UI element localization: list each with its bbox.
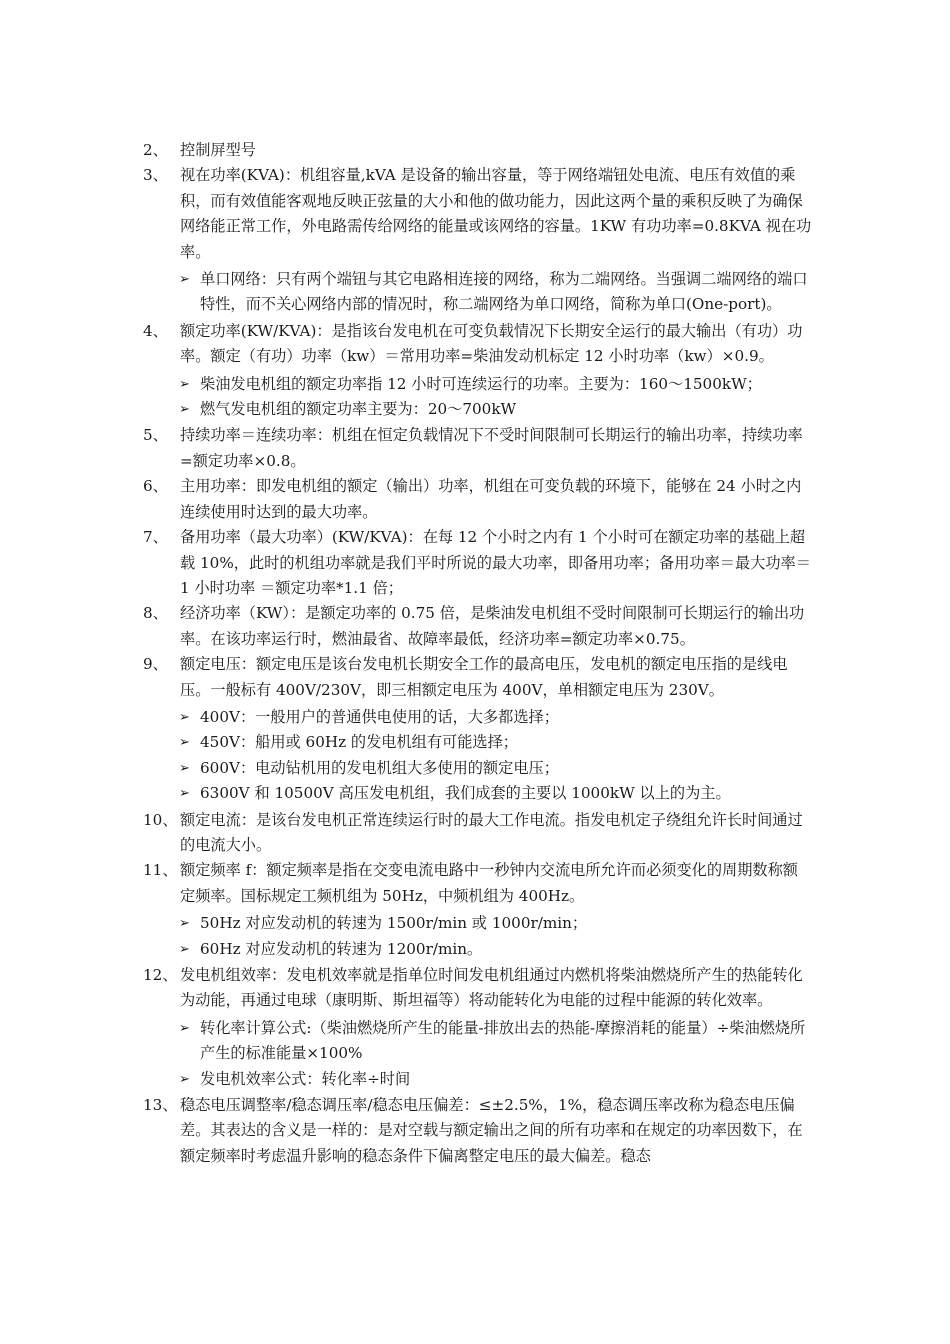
numbered-item [143, 423, 813, 474]
item-text: 发电机组效率：发电机效率就是指单位时间发电机组通过内燃机将柴油燃烧所产生的热能转化为动能，再通过电球（康明斯、斯坦福等）将动能转化为电能的过程中能源的转化效率。 [180, 966, 803, 1010]
item-text: 控制屏型号 [180, 141, 256, 159]
numbered-item [143, 525, 813, 601]
item-text: 备用功率（最大功率）(KW/KVA)：在每 12 个小时之内有 1 个小时可在额定功率的基础上超载 10%，此时的机组功率就是我们平时所说的最大功率，即备用功率；备用功率＝最大功率＝1 小时功率 ＝额定功率*1.1 倍； [180, 528, 811, 597]
bullet-item [143, 372, 813, 397]
numbered-item [143, 601, 813, 652]
item-number: 12、 [143, 966, 178, 984]
arrow-right-icon: ➢ [179, 760, 190, 776]
arrow-right-icon: ➢ [179, 376, 190, 392]
item-number: 6、 [143, 477, 168, 496]
numbered-item [143, 963, 813, 1014]
numbered-item [143, 858, 813, 909]
arrow-right-icon: ➢ [179, 402, 190, 418]
bullet-item [143, 911, 813, 936]
bullet-text: 柴油发电机组的额定功率指 12 小时可连续运行的功率。主要为：160～1500kW； [200, 374, 762, 393]
item-text: 持续功率＝连续功率：机组在恒定负载情况下不受时间限制可长期运行的输出功率，持续功率=额定功率×0.8。 [180, 426, 803, 470]
bullet-item [143, 937, 813, 962]
bullet-item [143, 781, 813, 806]
bullet-item [143, 756, 813, 781]
item-number: 8、 [143, 604, 168, 623]
numbered-item [143, 808, 813, 859]
bullet-text: 50Hz 对应发动机的转速为 1500r/min 或 1000r/min； [200, 914, 588, 933]
item-text: 额定电压：额定电压是该台发电机长期安全工作的最高电压，发电机的额定电压指的是线电压。一般标有 400V/230V，即三相额定电压为 400V，单相额定电压为 230V。 [180, 655, 788, 699]
bullet-text: 450V：船用或 60Hz 的发电机组有可能选择； [200, 733, 518, 752]
item-number: 3、 [143, 166, 168, 185]
item-number: 5、 [143, 426, 168, 445]
bullet-item [143, 397, 813, 422]
bullet-text: 燃气发电机组的额定功率主要为：20～700kW [200, 400, 517, 419]
arrow-right-icon: ➢ [179, 941, 190, 957]
bullet-list [143, 267, 813, 318]
item-number: 7、 [143, 528, 168, 547]
item-text: 额定功率(KW/KVA)：是指该台发电机在可变负载情况下长期安全运行的最大输出（有功）功率。额定（有功）功率（kw）＝常用功率=柴油发动机标定 12 小时功率（kw）×0.9。 [180, 321, 803, 366]
numbered-item [143, 163, 813, 265]
arrow-right-icon: ➢ [179, 709, 190, 725]
item-number: 9、 [143, 655, 168, 674]
item-number: 4、 [143, 321, 168, 340]
bullet-text: 600V：电动钻机用的发电机组大多使用的额定电压； [200, 758, 559, 777]
item-number: 2、 [143, 141, 168, 159]
bullet-list [143, 911, 813, 962]
bullet-list [143, 705, 813, 807]
item-text: 经济功率（KW）：是额定功率的 0.75 倍，是柴油发电机组不受时间限制可长期运行的输出功率。在该功率运行时，燃油最省、故障率最低，经济功率=额定功率×0.75。 [180, 604, 805, 648]
document-body [143, 138, 813, 1169]
item-number: 11、 [143, 861, 178, 880]
arrow-right-icon: ➢ [179, 272, 190, 288]
bullet-item [143, 705, 813, 730]
item-text: 主用功率：即发电机组的额定（输出）功率，机组在可变负载的环境下，能够在 24 小时之内连续使用时达到的最大功率。 [180, 477, 802, 521]
arrow-right-icon: ➢ [179, 916, 190, 932]
numbered-item [143, 1093, 813, 1169]
numbered-item [143, 319, 813, 370]
bullet-text: 单口网络：只有两个端钮与其它电路相连接的网络，称为二端网络。当强调二端网络的端口特性，而不关心网络内部的情况时，称二端网络为单口网络，简称为单口(One-port)。 [200, 270, 808, 314]
arrow-right-icon: ➢ [179, 786, 190, 802]
bullet-list [143, 372, 813, 423]
bullet-text: 转化率计算公式:（柴油燃烧所产生的能量-排放出去的热能-摩擦消耗的能量）÷柴油燃烧所产生的标准能量×100% [200, 1018, 806, 1063]
item-number: 10、 [143, 810, 178, 829]
bullet-item [143, 267, 813, 318]
arrow-right-icon: ➢ [179, 735, 190, 751]
bullet-text: 发电机效率公式：转化率÷时间 [200, 1069, 411, 1088]
bullet-text: 6300V 和 10500V 高压发电机组，我们成套的主要以 1000kW 以上的为主。 [200, 784, 731, 803]
numbered-item [143, 652, 813, 703]
bullet-item [143, 1016, 813, 1067]
item-text: 额定电流：是该台发电机正常连续运行时的最大工作电流。指发电机定子绕组允许长时间通过的电流大小。 [180, 810, 803, 854]
bullet-text: 60Hz 对应发动机的转速为 1200r/min。 [200, 939, 483, 958]
numbered-item [143, 138, 813, 163]
bullet-item [143, 730, 813, 755]
item-text: 稳态电压调整率/稳态调压率/稳态电压偏差：≤±2.5%，1%，稳态调压率改称为稳态电压偏差。其表达的含义是一样的：是对空载与额定输出之间的所有功率和在规定的功率因数下，在额定频率时考虑温升影响的稳态条件下偏离整定电压的最大偏差。稳态 [180, 1096, 803, 1165]
bullet-list [143, 1016, 813, 1092]
bullet-item [143, 1067, 813, 1092]
arrow-right-icon: ➢ [179, 1071, 190, 1087]
item-text: 额定频率 f：额定频率是指在交变电流电路中一秒钟内交流电所允许而必须变化的周期数称额定频率。国标规定工频机组为 50Hz，中频机组为 400Hz。 [180, 861, 798, 905]
bullet-text: 400V：一般用户的普通供电使用的话，大多都选择； [200, 707, 559, 726]
item-text: 视在功率(KVA)：机组容量,kVA 是设备的输出容量，等于网络端钮处电流、电压有效值的乘积，而有效值能客观地反映正弦量的大小和他的做功能力，因此这两个量的乘积反映了为确保网络能正常工作，外电路需传给网络的能量或该网络的容量。1KW 有功功率=0.8KVA 视在功率。 [180, 166, 812, 261]
item-number: 13、 [143, 1096, 178, 1115]
arrow-right-icon: ➢ [179, 1020, 190, 1036]
numbered-item [143, 474, 813, 525]
